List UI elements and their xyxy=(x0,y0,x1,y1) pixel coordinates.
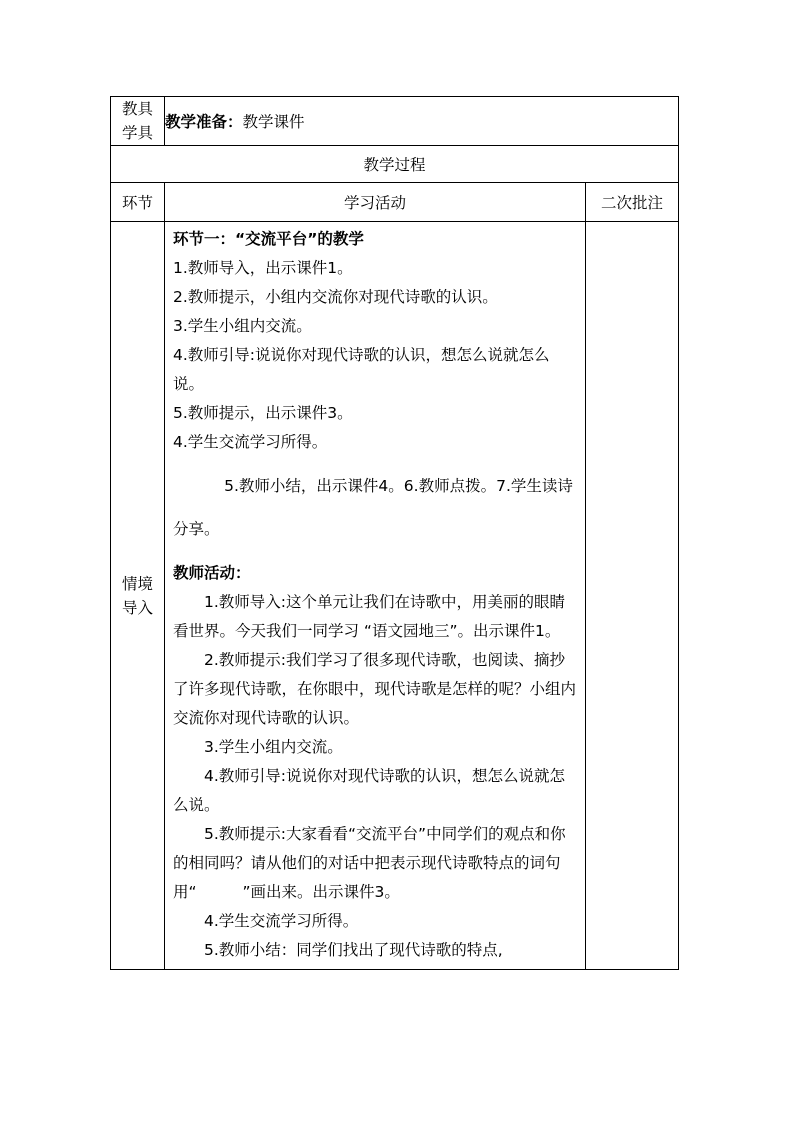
teacher-activity-heading: 教师活动： xyxy=(173,564,251,582)
tools-label-line2: 学具 xyxy=(121,124,153,142)
activity-content xyxy=(165,222,586,970)
teacher-paragraph: 2.教师提示:我们学习了很多现代诗歌，也阅读、摘抄了许多现代诗歌，在你眼中，现代诗歌是怎样的呢？小组内交流你对现代诗歌的认识。 xyxy=(173,651,577,727)
prep-label: 教学准备： xyxy=(165,113,243,131)
teaching-tools-row xyxy=(111,97,679,146)
step-item: 2.教师提示，小组内交流你对现代诗歌的认识。 xyxy=(173,288,498,306)
teacher-paragraph: 4.教师引导:说说你对现代诗歌的认识，想怎么说就怎么说。 xyxy=(173,767,566,814)
teacher-paragraph: 1.教师导入:这个单元让我们在诗歌中，用美丽的眼睛看世界。今天我们一同学习 “语文园地三”。出示课件1。 xyxy=(173,593,566,640)
teacher-paragraph: 3.学生小组内交流。 xyxy=(204,738,343,756)
process-title-row xyxy=(111,146,679,183)
stage-label-line1: 情境 xyxy=(121,574,153,593)
stage-label-line2: 导入 xyxy=(121,598,153,617)
step-item: 4.教师引导:说说你对现代诗歌的认识，想怎么说就怎么说。 xyxy=(173,346,550,393)
tools-label-line1: 教具 xyxy=(121,100,153,118)
step-item: 5.教师提示，出示课件3。 xyxy=(173,404,353,422)
column-header-stage: 环节 xyxy=(111,183,165,222)
lesson-plan-table xyxy=(110,96,679,970)
teaching-tools-label xyxy=(111,97,165,146)
step-item: 3.学生小组内交流。 xyxy=(173,317,312,335)
prep-value: 教学课件 xyxy=(242,113,305,131)
teacher-paragraph: 4.学生交流学习所得。 xyxy=(204,912,359,930)
process-title: 教学过程 xyxy=(111,146,679,183)
teacher-paragraph: 5.教师小结：同学们找出了现代诗歌的特点, xyxy=(204,941,503,959)
column-header-activity: 学习活动 xyxy=(165,183,586,222)
step-item: 1.教师导入，出示课件1。 xyxy=(173,259,353,277)
step-item: 4.学生交流学习所得。 xyxy=(173,433,328,451)
stage-row xyxy=(111,222,679,970)
p5-before: 5.教师提示:大家看看“交流平台”中同学们的观点和你的相同吗？请从他们的对话中把表示现代诗歌特点的词句用“ xyxy=(173,825,566,901)
notes-cell xyxy=(586,222,679,970)
column-header-notes: 二次批注 xyxy=(586,183,679,222)
column-header-row xyxy=(111,183,679,222)
stage-label xyxy=(111,222,165,970)
teacher-paragraph xyxy=(173,820,577,907)
step-item: 5.教师小结，出示课件4。6.教师点拨。7.学生读诗分享。 xyxy=(173,477,573,538)
activity-heading: 环节一：“交流平台”的教学 xyxy=(173,230,364,248)
p5-after: ”画出来。出示课件3。 xyxy=(242,883,400,901)
teaching-prep-cell xyxy=(165,97,679,146)
